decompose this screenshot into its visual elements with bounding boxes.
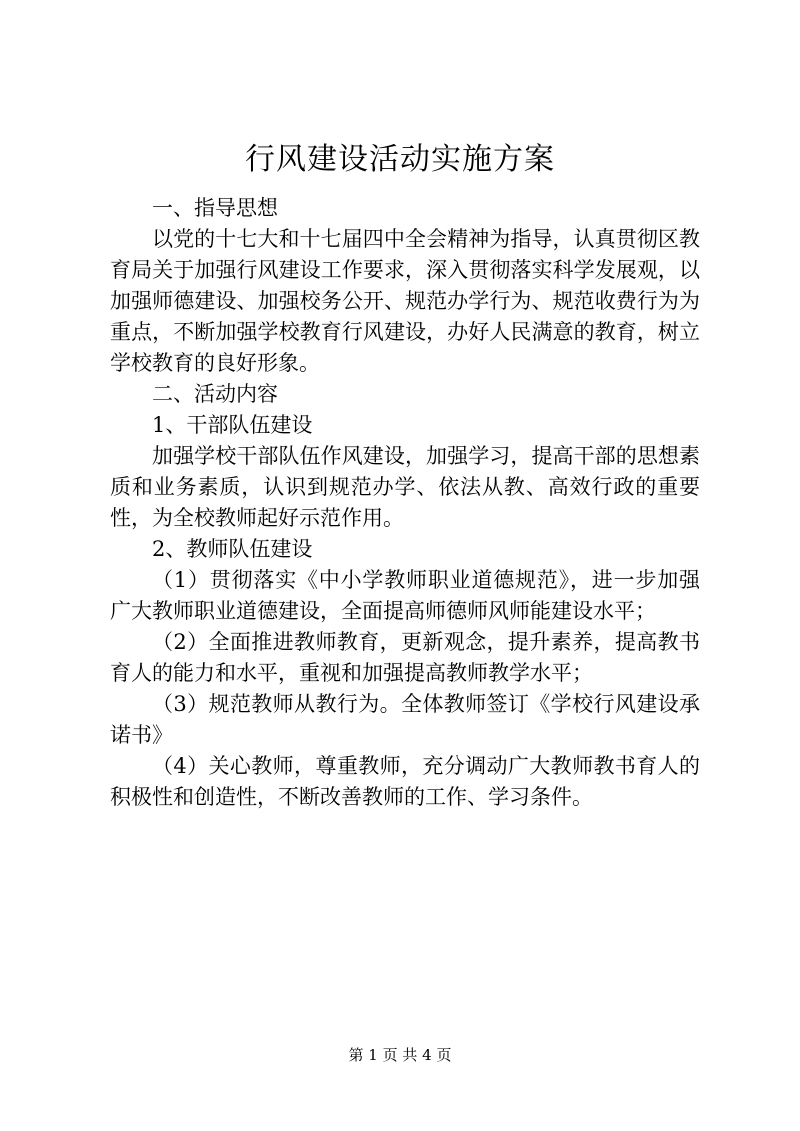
- section-heading-guiding-thought: 一、指导思想: [152, 196, 278, 220]
- list-item-teacher-3: （3）规范教师从教行为。全体教师签订《学校行风建设承诺书》: [110, 692, 700, 747]
- page-footer: 第 1 页 共 4 页: [348, 1046, 452, 1064]
- list-item-teacher-1: （1）贯彻落实《中小学教师职业道德规范》，进一步加强广大教师职业道德建设，全面提高师德师风师能建设水平；: [110, 568, 700, 623]
- paragraph-cadre-team: 加强学校干部队伍作风建设，加强学习，提高干部的思想素质和业务素质，认识到规范办学、依法从教、高效行政的重要性，为全校教师起好示范作用。: [110, 444, 700, 530]
- list-item-teacher-4: （4）关心教师，尊重教师，充分调动广大教师教书育人的积极性和创造性，不断改善教师的工作、学习条件。: [110, 754, 700, 809]
- section-heading-activity-content: 二、活动内容: [152, 382, 278, 406]
- subheading-teacher-team: 2、教师队伍建设: [152, 537, 313, 561]
- paragraph-guiding-thought: 以党的十七大和十七届四中全会精神为指导，认真贯彻区教育局关于加强行风建设工作要求，深入贯彻落实科学发展观，以加强师德建设、加强校务公开、规范办学行为、规范收费行为为重点，不断加强学校教育行风建设，办好人民满意的教育，树立学校教育的良好形象。: [110, 227, 700, 375]
- list-item-teacher-2: （2）全面推进教师教育，更新观念，提升素养，提高教书育人的能力和水平，重视和加强提高教师教学水平；: [110, 630, 700, 685]
- page-title: 行风建设活动实施方案: [245, 142, 555, 177]
- subheading-cadre-team: 1、干部队伍建设: [152, 413, 313, 437]
- document-body: [110, 193, 700, 813]
